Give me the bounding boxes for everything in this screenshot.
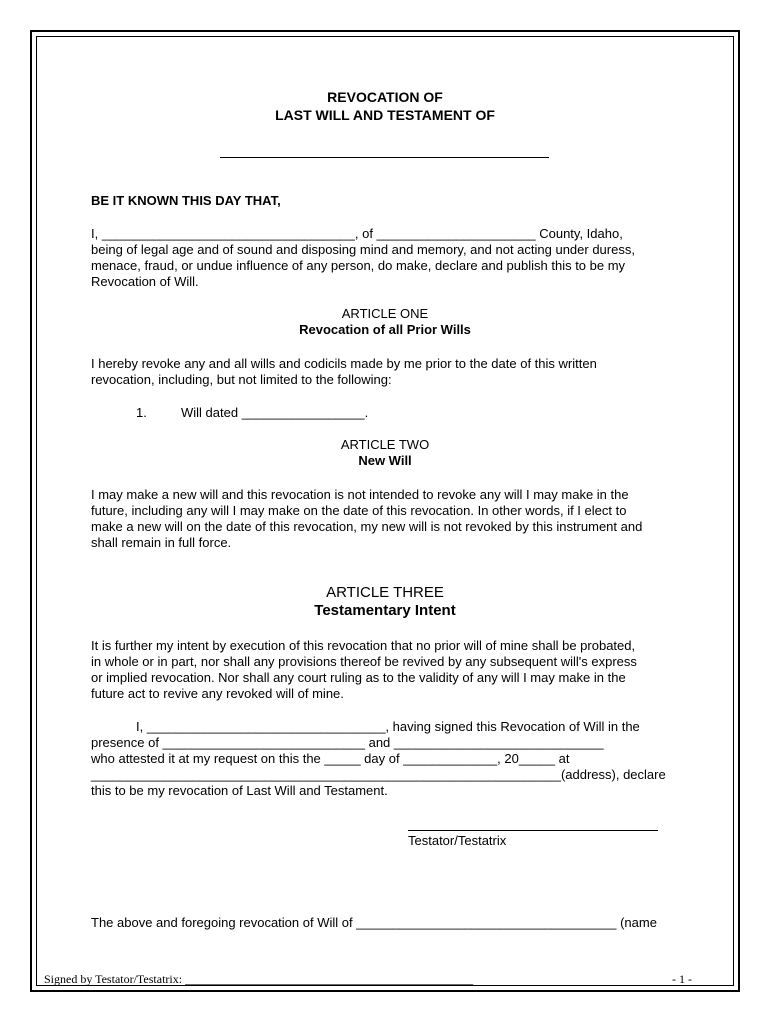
- article-two-line-3: make a new will on the date of this revocation, my new will is not revoked by this instrument and: [91, 519, 643, 534]
- testator-signature-line: [408, 830, 658, 831]
- article-three-line-4: future act to revive any revoked will of mine.: [91, 686, 344, 701]
- article-two-line-2: future, including any will I may make on the date of this revocation. In other words, if I elect to: [91, 503, 627, 518]
- intro-line-2: being of legal age and of sound and disposing mind and memory, and not acting under duress,: [91, 242, 635, 257]
- known-heading: BE IT KNOWN THIS DAY THAT,: [91, 193, 281, 208]
- signing-line-2: presence of ____________________________ and _____________________________: [91, 735, 604, 750]
- article-one-item-text: Will dated _________________.: [181, 405, 369, 420]
- article-one-line-2: revocation, including, but not limited to the following:: [91, 372, 392, 387]
- signing-line-3: who attested it at my request on this the _____ day of _____________, 20_____ at: [91, 751, 570, 766]
- article-three-heading: ARTICLE THREE: [326, 584, 444, 601]
- article-three-line-2: in whole or in part, nor shall any provisions thereof be revived by any subsequent will's express: [91, 654, 637, 669]
- footer-signed-by: Signed by Testator/Testatrix: ________________________________________________: [44, 972, 474, 986]
- article-one-line-1: I hereby revoke any and all wills and codicils made by me prior to the date of this written: [91, 356, 597, 371]
- article-three-line-3: or implied revocation. Nor shall any court ruling as to the validity of any will I may make in the: [91, 670, 626, 685]
- intro-line-3: menace, fraud, or undue influence of any person, do make, declare and publish this to be my: [91, 258, 626, 273]
- article-one-heading: ARTICLE ONE: [341, 306, 429, 321]
- intro-line-1: I, ___________________________________, of ______________________ County, Idaho,: [91, 226, 623, 241]
- title-line-2: LAST WILL AND TESTAMENT OF: [275, 107, 495, 123]
- article-three-line-1: It is further my intent by execution of this revocation that no prior will of mine shall be probated,: [91, 638, 636, 653]
- article-two-heading: ARTICLE TWO: [340, 437, 430, 452]
- testator-label: Testator/Testatrix: [408, 833, 507, 848]
- title-line-1: REVOCATION OF: [327, 89, 443, 105]
- signing-line-1: I, _________________________________, having signed this Revocation of Will in the: [136, 719, 640, 734]
- footer-page-number: - 1 -: [672, 972, 692, 986]
- article-two-line-1: I may make a new will and this revocation is not intended to revoke any will I may make in the: [91, 487, 629, 502]
- foregoing-line: The above and foregoing revocation of Will of ____________________________________ (name: [91, 915, 657, 930]
- signing-line-5: this to be my revocation of Last Will and Testament.: [91, 783, 388, 798]
- testator-name-line: [220, 157, 549, 158]
- article-one-subheading: Revocation of all Prior Wills: [299, 322, 471, 337]
- intro-line-4: Revocation of Will.: [91, 274, 199, 289]
- article-one-item-number: 1.: [136, 405, 147, 420]
- article-two-subheading: New Will: [358, 453, 412, 468]
- article-two-line-4: shall remain in full force.: [91, 535, 232, 550]
- signing-line-4: _________________________________________________________________(address), declare: [91, 767, 666, 782]
- article-three-subheading: Testamentary Intent: [314, 602, 456, 619]
